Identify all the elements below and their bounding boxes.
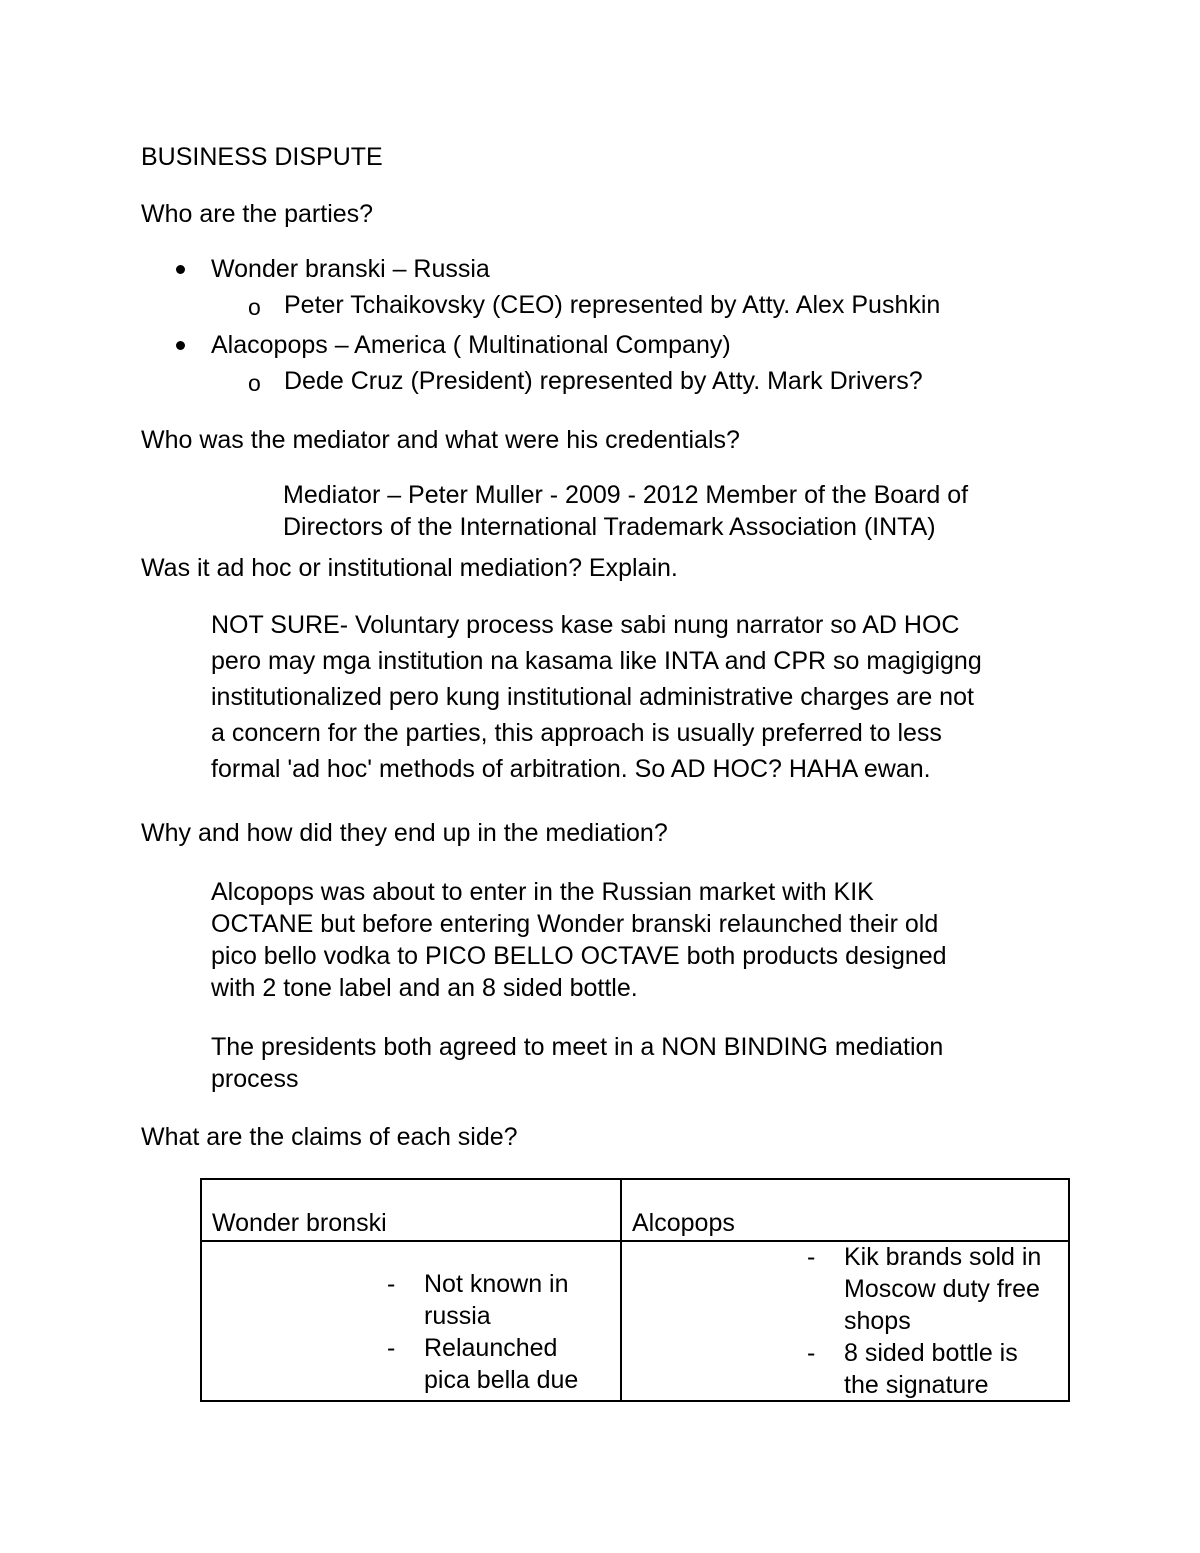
dash-bullet: - [807,1243,816,1271]
claim-text: Kik brands sold in Moscow duty free shops [844,1243,1042,1335]
question-parties: Who are the parties? [141,200,374,228]
question-claims: What are the claims of each side? [141,1123,518,1151]
claim-text: 8 sided bottle is the signature [844,1339,1018,1399]
table-header-cell [201,1179,621,1241]
table-header-cell [621,1179,1069,1241]
claim-text: Relaunched pica bella due [424,1334,579,1394]
claim-text: Not known in russia [424,1270,569,1330]
table-header-row [201,1179,1069,1241]
mediator-answer [283,479,968,543]
list-item [807,1241,1044,1337]
answer-line: pero may mga institution na kasama like INTA and CPR so magigigng [211,647,982,675]
answer-line: OCTANE but before entering Wonder branski relaunched their old [211,910,939,938]
dash-bullet: - [387,1270,396,1298]
party-2-label: Alacopops – America ( Multinational Company) [211,331,731,359]
answer-line: pico bello vodka to PICO BELLO OCTAVE both products designed [211,942,947,970]
party-2-representative: Dede Cruz (President) represented by Atty. Mark Drivers? [284,367,923,395]
claims-table [200,1178,1070,1402]
answer-line: a concern for the parties, this approach is usually preferred to less [211,719,942,747]
claims-list-left [387,1268,579,1396]
list-item [807,1337,1044,1401]
why-answer-paragraph-1 [211,876,947,1004]
sub-bullet-icon: o [248,294,261,320]
answer-line: Alcopops was about to enter in the Russian market with KIK [211,878,874,906]
question-mediator: Who was the mediator and what were his credentials? [141,426,740,454]
bullet-icon [176,265,185,274]
dash-bullet: - [807,1339,816,1367]
table-row [201,1241,1069,1401]
header-wonder-bronski: Wonder bronski [212,1209,387,1237]
party-1-representative: Peter Tchaikovsky (CEO) represented by Atty. Alex Pushkin [284,291,941,319]
answer-line: process [211,1065,299,1093]
answer-line: NOT SURE- Voluntary process kase sabi nung narrator so AD HOC [211,611,960,639]
claims-list-right [807,1241,1044,1401]
list-item [387,1268,579,1332]
question-why: Why and how did they end up in the mediation? [141,819,668,847]
header-alcopops: Alcopops [632,1209,735,1237]
bullet-icon [176,341,185,350]
table-cell-left [201,1241,621,1401]
answer-line: formal 'ad hoc' methods of arbitration. So AD HOC? HAHA ewan. [211,755,931,783]
mediator-line: Directors of the International Trademark Association (INTA) [283,513,936,541]
answer-line: with 2 tone label and an 8 sided bottle. [211,974,638,1002]
table-cell-right [621,1241,1069,1401]
answer-line: The presidents both agreed to meet in a NON BINDING mediation [211,1033,944,1061]
sub-bullet-icon: o [248,370,261,396]
answer-line: institutionalized pero kung institutional administrative charges are not [211,683,974,711]
party-1-label: Wonder branski – Russia [211,255,490,283]
dash-bullet: - [387,1334,396,1362]
mediator-line: Mediator – Peter Muller - 2009 - 2012 Member of the Board of [283,481,969,509]
why-answer-paragraph-2 [211,1031,943,1095]
adhoc-answer [211,607,982,787]
document-title: BUSINESS DISPUTE [141,143,383,171]
question-adhoc: Was it ad hoc or institutional mediation? Explain. [141,554,678,582]
list-item [387,1332,579,1396]
